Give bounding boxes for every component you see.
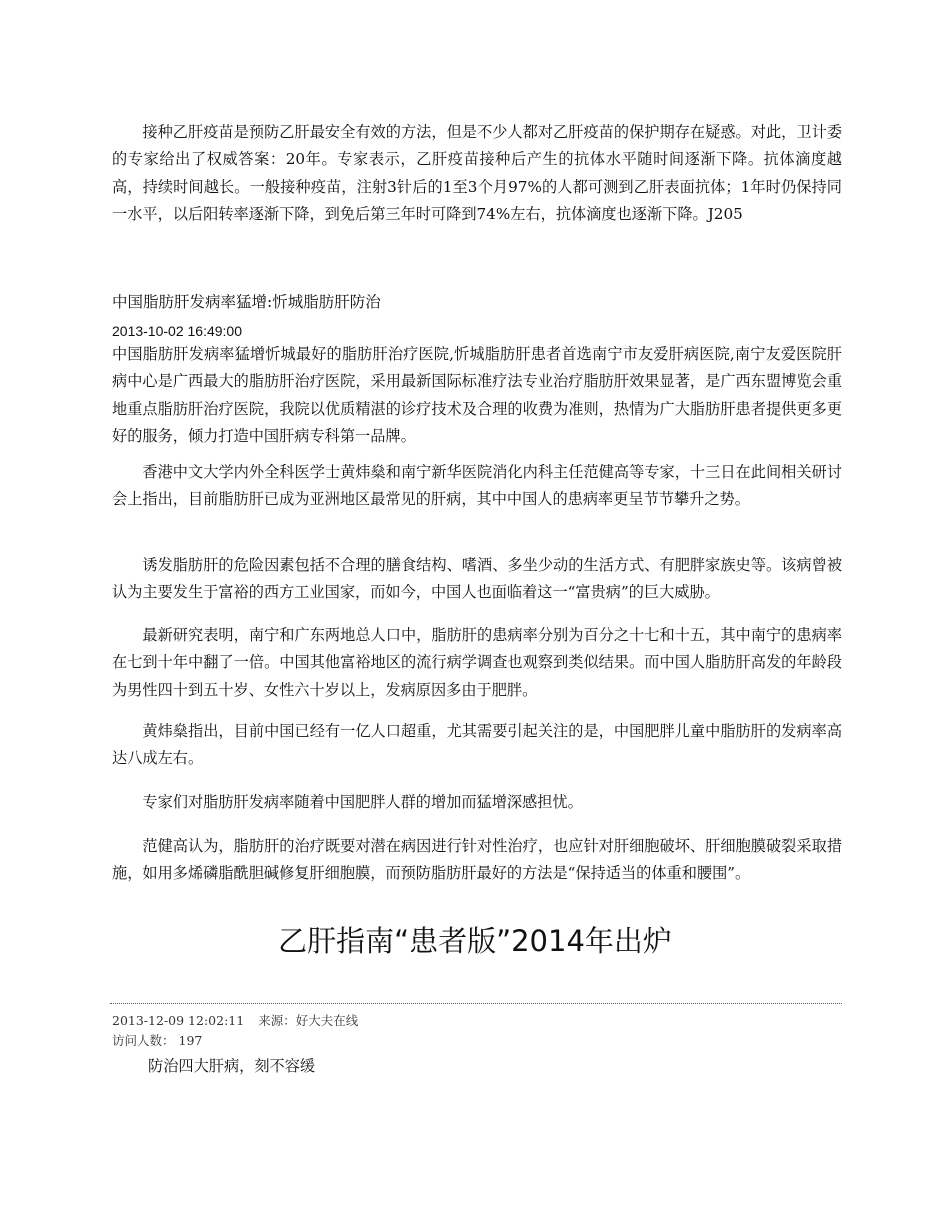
visitor-count-line [112, 1032, 202, 1050]
article-paragraph-6: 范健高认为，脂肪肝的治疗既要对潜在病因进行针对性治疗，也应针对肝细胞破坏、肝细胞膜破裂采取措施，如用多烯磷脂酰胆碱修复肝细胞膜，而预防脂肪肝最好的方法是“保持适当的体重和腰围”。 [112, 837, 842, 883]
fatty-liver-article-title: 中国脂肪肝发病率猛增:忻城脂肪肝防治 [112, 293, 381, 311]
article-paragraph-5: 专家们对脂肪肝发病率随着中国肥胖人群的增加而猛增深感担忧。 [142, 793, 583, 811]
visitor-count-label: 访问人数： [112, 1033, 175, 1048]
article-meta-line [112, 1012, 358, 1030]
article-subheading: 防治四大肝病，刻不容缓 [148, 1057, 316, 1075]
article-paragraph-3: 最新研究表明，南宁和广东两地总人口中，脂肪肝的患病率分别为百分之十七和十五，其中南宁的患病率在七到十年中翻了一倍。中国其他富裕地区的流行病学调查也观察到类似结果。而中国人脂肪肝高发的年龄段为男性四十到五十岁、女性六十岁以上，发病原因多由于肥胖。 [112, 626, 842, 699]
title-divider [110, 1003, 842, 1004]
article-datetime: 2013-12-09 12:02:11 [112, 1013, 245, 1028]
hepatitis-b-guide-title: 乙肝指南“患者版”2014年出炉 [278, 924, 672, 958]
fatty-liver-intro-paragraph: 中国脂肪肝发病率猛增忻城最好的脂肪肝治疗医院,忻城脂肪肝患者首选南宁市友爱肝病医院,南宁友爱医院肝病中心是广西最大的脂肪肝治疗医院，采用最新国际标准疗法专业治疗脂肪肝效果显著，是广西东盟博览会重地重点脂肪肝治疗医院，我院以优质精湛的诊疗技术及合理的收费为准则，热情为广大脂肪肝患者提供更多更好的服务，倾力打造中国肝病专科第一品牌。 [112, 345, 842, 445]
article-paragraph-4: 黄炜燊指出，目前中国已经有一亿人口超重，尤其需要引起关注的是，中国肥胖儿童中脂肪肝的发病率高达八成左右。 [112, 722, 842, 768]
fatty-liver-article-datetime: 2013-10-02 16:49:00 [112, 323, 242, 339]
visitor-count-value: 197 [178, 1033, 203, 1048]
article-source: 来源：好大夫在线 [258, 1013, 359, 1028]
article-paragraph-2: 诱发脂肪肝的危险因素包括不合理的膳食结构、嗜酒、多坐少动的生活方式、有肥胖家族史等。该病曾被认为主要发生于富裕的西方工业国家，而如今，中国人也面临着这一“富贵病”的巨大威胁。 [112, 556, 842, 602]
article-paragraph-1: 香港中文大学内外全科医学士黄炜燊和南宁新华医院消化内科主任范健高等专家，十三日在此间相关研讨会上指出，目前脂肪肝已成为亚洲地区最常见的肝病，其中中国人的患病率更呈节节攀升之势。 [112, 463, 842, 509]
hepatitis-b-vaccine-paragraph: 接种乙肝疫苗是预防乙肝最安全有效的方法，但是不少人都对乙肝疫苗的保护期存在疑惑。对此，卫计委的专家给出了权威答案：20年。专家表示，乙肝疫苗接种后产生的抗体水平随时间逐渐下降。抗体滴度越高，持续时间越长。一般接种疫苗，注射3针后的1至3个月97%的人都可测到乙肝表面抗体；1年时仍保持同一水平，以后阳转率逐渐下降，到免后第三年时可降到74%左右，抗体滴度也逐渐下降。J205 [112, 123, 842, 223]
